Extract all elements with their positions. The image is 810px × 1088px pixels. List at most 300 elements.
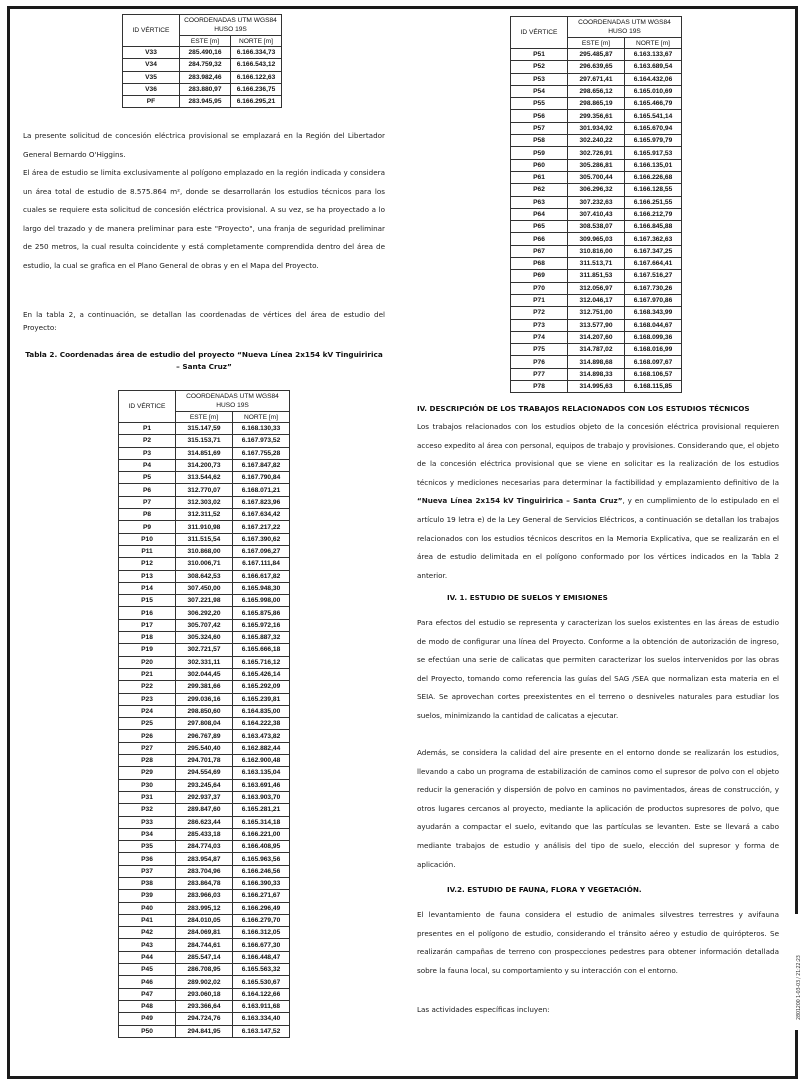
header-norte: NORTE [m]: [231, 36, 282, 47]
table-caption: Tabla 2. Coordenadas área de estudio del proyecto “Nueva Línea 2x154 kV Tinguiririca – Santa Cruz”: [25, 350, 383, 371]
vertex-id-cell: P46: [119, 976, 176, 988]
table-row: [119, 521, 290, 533]
este-cell: 314.995,63: [568, 381, 625, 393]
norte-cell: 6.166.226,68: [625, 171, 682, 183]
vertex-id-cell: P24: [119, 705, 176, 717]
table-row: [119, 459, 290, 471]
este-cell: 307.450,00: [176, 582, 233, 594]
section-iv-text-a: Los trabajos relacionados con los estudios objeto de la concesión eléctrica provisional requieren acceso expedito al área con personal, equipos de trabajo y provisiones. Considerando que, el objeto de la concesión eléctrica provisional que se viene en solicitar es la realización de los estudios técnicos y mediciones necesarias para determinar la factibilidad y emplazamiento definitivo de la: [417, 422, 779, 487]
este-cell: 314.200,73: [176, 459, 233, 471]
este-cell: 310.868,00: [176, 545, 233, 557]
table-row: [123, 83, 282, 95]
vertex-id-cell: P30: [119, 779, 176, 791]
este-cell: 315.153,71: [176, 435, 233, 447]
section-iv1-paragraph-soils: Para efectos del estudio se representa y caracterizan los suelos existentes en las áreas de estudio de modo de configurar una línea del Proyecto. Conforme a la obtención de autorización de ingreso, se efectúan una serie de calicatas que permiten caracterizar los suelos intervenidos por las obras del Proyecto, tomando como referencia las guías del SAG /SEA que normalizan esta materia en el SEIA. Se aprovechan cortes preexistentes en el terreno o desniveles naturales para estudiar los suelos, minimizando la cantidad de calicatas a ejecutar.: [417, 618, 779, 720]
vertex-id-cell: P41: [119, 914, 176, 926]
table-row: [119, 742, 290, 754]
vertex-id-cell: P47: [119, 988, 176, 1000]
vertex-id-cell: P44: [119, 951, 176, 963]
vertex-id-cell: P14: [119, 582, 176, 594]
vertex-id-cell: P31: [119, 791, 176, 803]
vertex-id-cell: P26: [119, 730, 176, 742]
table-row: [119, 435, 290, 447]
table-row: [511, 110, 682, 122]
vertex-id-cell: P60: [511, 159, 568, 171]
vertex-id-cell: P78: [511, 381, 568, 393]
vertex-id-cell: P55: [511, 98, 568, 110]
section-iv1-paragraph-air: Además, se considera la calidad del aire presente en el entorno donde se realizarán los estudios, llevando a cabo un programa de estabilización de caminos como el supresor de polvo con el objeto reducir la generación y dispersión de polvo en caminos no pavimentados, áreas de construcción, y otros lugares cercanos al proyecto, mediante la aplicación de productos supresores de polvo, que ayudarán a compactar el suelo, evitando que las partículas se levanten. Este se llevará a cabo mediante trabajos de estudio y análisis del tipo de suelo, elección del supresor y forma de aplicación.: [417, 748, 779, 869]
vertex-id-cell: P23: [119, 693, 176, 705]
este-cell: 302.044,45: [176, 668, 233, 680]
norte-cell: 6.167.516,27: [625, 270, 682, 282]
este-cell: 312.770,07: [176, 484, 233, 496]
table-row: [511, 344, 682, 356]
table-row: [119, 693, 290, 705]
vertex-id-cell: P72: [511, 307, 568, 319]
header-coordinates-group: COORDENADAS UTM WGS84 HUSO 19S: [568, 17, 682, 38]
table-row: [511, 331, 682, 343]
norte-cell: 6.166.334,73: [231, 47, 282, 59]
norte-cell: 6.167.823,96: [233, 496, 290, 508]
table-row: [511, 49, 682, 61]
table-row: [119, 558, 290, 570]
este-cell: 284.744,61: [176, 939, 233, 951]
table-row: [119, 902, 290, 914]
table-row: [119, 582, 290, 594]
coordinates-table-p51-p78: [510, 16, 682, 393]
este-cell: 296.639,65: [568, 61, 625, 73]
vertex-id-cell: P19: [119, 644, 176, 656]
vertex-id-cell: P62: [511, 184, 568, 196]
vertex-id-cell: P43: [119, 939, 176, 951]
norte-cell: 6.164.835,00: [233, 705, 290, 717]
este-cell: 284.774,03: [176, 841, 233, 853]
vertex-id-cell: V35: [123, 71, 180, 83]
norte-cell: 6.165.948,30: [233, 582, 290, 594]
norte-cell: 6.166.295,21: [231, 96, 282, 108]
table-row: [119, 841, 290, 853]
header-coordinates-group: COORDENADAS UTM WGS84 HUSO 19S: [180, 15, 282, 36]
vertex-id-cell: P49: [119, 1013, 176, 1025]
header-id-vertice: ID VÉRTICE: [119, 391, 176, 423]
paragraph-region: La presente solicitud de concesión eléctrica provisional se emplazará en la Región del Libertador General Bernardo O'Higgins.: [23, 131, 385, 159]
paragraph-table-intro: En la tabla 2, a continuación, se detallan las coordenadas de vértices del área de estudio del Proyecto:: [23, 310, 385, 332]
este-cell: 311.513,71: [568, 258, 625, 270]
este-cell: 285.490,16: [180, 47, 231, 59]
table-row: [119, 484, 290, 496]
este-cell: 307.221,98: [176, 595, 233, 607]
table-row: [511, 307, 682, 319]
table-row: [511, 221, 682, 233]
este-cell: 297.808,04: [176, 718, 233, 730]
norte-cell: 6.166.279,70: [233, 914, 290, 926]
table-row: [119, 607, 290, 619]
norte-cell: 6.167.111,84: [233, 558, 290, 570]
table-row: [119, 976, 290, 988]
norte-cell: 6.166.408,95: [233, 841, 290, 853]
este-cell: 307.232,63: [568, 196, 625, 208]
este-cell: 284.759,32: [180, 59, 231, 71]
norte-cell: 6.166.246,56: [233, 865, 290, 877]
vertex-id-cell: P25: [119, 718, 176, 730]
table-row: [119, 423, 290, 435]
header-norte: NORTE [m]: [625, 38, 682, 49]
este-cell: 283.704,96: [176, 865, 233, 877]
vertex-id-cell: P42: [119, 927, 176, 939]
este-cell: 310.816,00: [568, 245, 625, 257]
este-cell: 313.544,62: [176, 472, 233, 484]
section-iv2-activities-intro: Las actividades específicas incluyen:: [417, 1005, 550, 1014]
table-row: [119, 545, 290, 557]
table-row: [123, 71, 282, 83]
norte-cell: 6.166.845,88: [625, 221, 682, 233]
vertex-id-cell: P58: [511, 135, 568, 147]
table-row: [511, 98, 682, 110]
norte-cell: 6.165.314,18: [233, 816, 290, 828]
norte-cell: 6.166.221,00: [233, 828, 290, 840]
norte-cell: 6.168.097,67: [625, 356, 682, 368]
vertex-id-cell: P12: [119, 558, 176, 570]
table-row: [511, 368, 682, 380]
norte-cell: 6.165.917,53: [625, 147, 682, 159]
table-row: [511, 282, 682, 294]
vertex-id-cell: P65: [511, 221, 568, 233]
norte-cell: 6.167.634,42: [233, 509, 290, 521]
table-row: [511, 381, 682, 393]
table-row: [511, 245, 682, 257]
table-row: [119, 791, 290, 803]
table-row: [119, 705, 290, 717]
section-iv2-paragraph-fauna: El levantamiento de fauna considera el estudio de animales silvestres terrestres y avifauna presentes en el polígono de estudio, considerando el tránsito aéreo y estudio de quirópteros. Se realizarán campañas de terreno con prospecciones pedestres para obtener información detallada sobre la fauna local, su comportamiento y su interacción con el entorno.: [417, 910, 779, 975]
norte-cell: 6.165.998,00: [233, 595, 290, 607]
table-row: [511, 258, 682, 270]
vertex-id-cell: P9: [119, 521, 176, 533]
table-row: [119, 804, 290, 816]
norte-cell: 6.168.044,67: [625, 319, 682, 331]
este-cell: 286.708,95: [176, 964, 233, 976]
norte-cell: 6.168.343,99: [625, 307, 682, 319]
vertex-id-cell: P3: [119, 447, 176, 459]
table-row: [119, 939, 290, 951]
table-row: [119, 595, 290, 607]
este-cell: 294.841,95: [176, 1025, 233, 1037]
este-cell: 299.356,61: [568, 110, 625, 122]
section-iv1-title: IV. 1. ESTUDIO DE SUELOS Y EMISIONES: [447, 593, 608, 602]
table-row: [119, 681, 290, 693]
norte-cell: 6.165.670,94: [625, 122, 682, 134]
side-stamp: 2801200 1-03-03 / 21:22:23: [796, 955, 802, 1020]
este-cell: 314.207,60: [568, 331, 625, 343]
norte-cell: 6.165.541,14: [625, 110, 682, 122]
este-cell: 306.296,32: [568, 184, 625, 196]
este-cell: 314.898,68: [568, 356, 625, 368]
section-iv-text-b: , y en cumplimiento de lo estipulado en el artículo 19 letra e) de la Ley General de Servicios Eléctricos, a continuación se detallan los trabajos relacionados con los estudios técnicos descritos en la Memoria Explicativa, que se realizarán en el área de estudio delimitada en el polígono conformado por los vértices indicados en la Tabla 2 anterior.: [417, 496, 779, 580]
este-cell: 312.046,17: [568, 294, 625, 306]
vertex-id-cell: P52: [511, 61, 568, 73]
table-row: [511, 319, 682, 331]
norte-cell: 6.163.133,67: [625, 49, 682, 61]
norte-cell: 6.162.900,48: [233, 755, 290, 767]
vertex-id-cell: P15: [119, 595, 176, 607]
table-row: [119, 447, 290, 459]
norte-cell: 6.165.530,67: [233, 976, 290, 988]
norte-cell: 6.165.963,56: [233, 853, 290, 865]
norte-cell: 6.167.217,22: [233, 521, 290, 533]
vertex-id-cell: P10: [119, 533, 176, 545]
norte-cell: 6.165.716,12: [233, 656, 290, 668]
table-row: [119, 755, 290, 767]
table-row: [119, 877, 290, 889]
este-cell: 302.331,11: [176, 656, 233, 668]
este-cell: 284.010,05: [176, 914, 233, 926]
table-row: [511, 270, 682, 282]
norte-cell: 6.165.010,69: [625, 85, 682, 97]
table-row: [119, 988, 290, 1000]
este-cell: 309.965,03: [568, 233, 625, 245]
vertex-id-cell: P40: [119, 902, 176, 914]
table-row: [119, 619, 290, 631]
este-cell: 283.995,12: [176, 902, 233, 914]
header-este: ESTE [m]: [176, 412, 233, 423]
table-row: [119, 767, 290, 779]
table-row: [119, 779, 290, 791]
este-cell: 301.934,92: [568, 122, 625, 134]
norte-cell: 6.166.677,30: [233, 939, 290, 951]
table-row: [119, 951, 290, 963]
table-row: [119, 828, 290, 840]
este-cell: 313.577,90: [568, 319, 625, 331]
vertex-id-cell: P35: [119, 841, 176, 853]
norte-cell: 6.167.347,25: [625, 245, 682, 257]
table-row: [119, 570, 290, 582]
table-row: [511, 233, 682, 245]
table-row: [119, 644, 290, 656]
norte-cell: 6.167.847,82: [233, 459, 290, 471]
este-cell: 293.060,18: [176, 988, 233, 1000]
vertex-id-cell: P37: [119, 865, 176, 877]
vertex-id-cell: P22: [119, 681, 176, 693]
norte-cell: 6.163.473,82: [233, 730, 290, 742]
norte-cell: 6.168.071,21: [233, 484, 290, 496]
este-cell: 308.642,53: [176, 570, 233, 582]
este-cell: 283.864,78: [176, 877, 233, 889]
vertex-id-cell: P67: [511, 245, 568, 257]
table-row: [511, 171, 682, 183]
vertex-id-cell: PF: [123, 96, 180, 108]
page-border-top: [7, 6, 798, 9]
coordinates-table-p1-p50: [118, 390, 290, 1038]
este-cell: 315.147,59: [176, 423, 233, 435]
table-row: [511, 147, 682, 159]
vertex-id-cell: P34: [119, 828, 176, 840]
este-cell: 298.850,60: [176, 705, 233, 717]
header-id-vertice: ID VÉRTICE: [123, 15, 180, 47]
norte-cell: 6.166.135,01: [625, 159, 682, 171]
table-row: [119, 1013, 290, 1025]
vertex-id-cell: P16: [119, 607, 176, 619]
page-border-bottom: [7, 1076, 798, 1079]
header-id-vertice: ID VÉRTICE: [511, 17, 568, 49]
este-cell: 295.485,87: [568, 49, 625, 61]
table-row: [123, 96, 282, 108]
norte-cell: 6.164.122,66: [233, 988, 290, 1000]
norte-cell: 6.167.096,27: [233, 545, 290, 557]
table-row: [511, 85, 682, 97]
este-cell: 283.945,95: [180, 96, 231, 108]
header-este: ESTE [m]: [568, 38, 625, 49]
este-cell: 298.656,12: [568, 85, 625, 97]
este-cell: 311.851,53: [568, 270, 625, 282]
norte-cell: 6.165.887,32: [233, 632, 290, 644]
este-cell: 285.433,18: [176, 828, 233, 840]
norte-cell: 6.166.617,82: [233, 570, 290, 582]
coordinates-table-continuation: [122, 14, 282, 108]
vertex-id-cell: P18: [119, 632, 176, 644]
section-iv2-title: IV.2. ESTUDIO DE FAUNA, FLORA Y VEGETACIÓN.: [447, 885, 642, 894]
vertex-id-cell: P48: [119, 1000, 176, 1012]
este-cell: 312.751,00: [568, 307, 625, 319]
norte-cell: 6.163.147,52: [233, 1025, 290, 1037]
norte-cell: 6.163.334,40: [233, 1013, 290, 1025]
norte-cell: 6.163.689,54: [625, 61, 682, 73]
norte-cell: 6.166.543,12: [231, 59, 282, 71]
norte-cell: 6.165.426,14: [233, 668, 290, 680]
este-cell: 285.547,14: [176, 951, 233, 963]
vertex-id-cell: P64: [511, 208, 568, 220]
este-cell: 283.954,87: [176, 853, 233, 865]
norte-cell: 6.164.222,38: [233, 718, 290, 730]
norte-cell: 6.167.664,41: [625, 258, 682, 270]
vertex-id-cell: P2: [119, 435, 176, 447]
vertex-id-cell: P73: [511, 319, 568, 331]
table-row: [119, 890, 290, 902]
vertex-id-cell: P4: [119, 459, 176, 471]
norte-cell: 6.163.903,70: [233, 791, 290, 803]
este-cell: 305.707,42: [176, 619, 233, 631]
norte-cell: 6.163.911,68: [233, 1000, 290, 1012]
header-este: ESTE [m]: [180, 36, 231, 47]
vertex-id-cell: P76: [511, 356, 568, 368]
table-row: [119, 914, 290, 926]
section-iv-paragraph: [417, 418, 779, 585]
vertex-id-cell: P50: [119, 1025, 176, 1037]
este-cell: 302.240,22: [568, 135, 625, 147]
este-cell: 310.006,71: [176, 558, 233, 570]
page-border-right: [795, 6, 798, 914]
table-row: [511, 73, 682, 85]
vertex-id-cell: P69: [511, 270, 568, 282]
este-cell: 293.366,64: [176, 1000, 233, 1012]
table-row: [119, 853, 290, 865]
norte-cell: 6.165.466,79: [625, 98, 682, 110]
table-row: [119, 472, 290, 484]
norte-cell: 6.167.790,84: [233, 472, 290, 484]
vertex-id-cell: P45: [119, 964, 176, 976]
norte-cell: 6.166.251,55: [625, 196, 682, 208]
table-row: [123, 59, 282, 71]
norte-cell: 6.165.875,86: [233, 607, 290, 619]
este-cell: 293.245,64: [176, 779, 233, 791]
table-row: [511, 159, 682, 171]
norte-cell: 6.167.970,86: [625, 294, 682, 306]
page-border-left: [7, 6, 10, 1079]
vertex-id-cell: P1: [119, 423, 176, 435]
norte-cell: 6.163.691,46: [233, 779, 290, 791]
este-cell: 312.311,52: [176, 509, 233, 521]
este-cell: 284.069,81: [176, 927, 233, 939]
vertex-id-cell: P33: [119, 816, 176, 828]
este-cell: 314.787,02: [568, 344, 625, 356]
este-cell: 305.286,81: [568, 159, 625, 171]
vertex-id-cell: P54: [511, 85, 568, 97]
vertex-id-cell: P71: [511, 294, 568, 306]
norte-cell: 6.166.271,67: [233, 890, 290, 902]
este-cell: 294.554,69: [176, 767, 233, 779]
norte-cell: 6.166.236,75: [231, 83, 282, 95]
vertex-id-cell: P11: [119, 545, 176, 557]
norte-cell: 6.166.390,33: [233, 877, 290, 889]
este-cell: 286.623,44: [176, 816, 233, 828]
page-border-right-lower: [795, 1030, 798, 1079]
vertex-id-cell: P21: [119, 668, 176, 680]
section-iv-title: IV. DESCRIPCIÓN DE LOS TRABAJOS RELACIONADOS CON LOS ESTUDIOS TÉCNICOS: [417, 404, 750, 413]
este-cell: 297.671,41: [568, 73, 625, 85]
este-cell: 312.303,02: [176, 496, 233, 508]
norte-cell: 6.168.130,33: [233, 423, 290, 435]
este-cell: 294.724,76: [176, 1013, 233, 1025]
table-row: [511, 356, 682, 368]
table-row: [119, 533, 290, 545]
table-row: [511, 196, 682, 208]
table-row: [123, 47, 282, 59]
table-row: [119, 656, 290, 668]
norte-cell: 6.168.099,36: [625, 331, 682, 343]
table-row: [511, 61, 682, 73]
este-cell: 299.381,66: [176, 681, 233, 693]
vertex-id-cell: P56: [511, 110, 568, 122]
este-cell: 302.721,57: [176, 644, 233, 656]
table-row: [119, 1000, 290, 1012]
este-cell: 302.726,91: [568, 147, 625, 159]
vertex-id-cell: P17: [119, 619, 176, 631]
vertex-id-cell: P75: [511, 344, 568, 356]
norte-cell: 6.162.882,44: [233, 742, 290, 754]
este-cell: 289.902,02: [176, 976, 233, 988]
vertex-id-cell: P32: [119, 804, 176, 816]
vertex-id-cell: P51: [511, 49, 568, 61]
norte-cell: 6.166.448,47: [233, 951, 290, 963]
este-cell: 305.324,60: [176, 632, 233, 644]
vertex-id-cell: P5: [119, 472, 176, 484]
vertex-id-cell: P39: [119, 890, 176, 902]
vertex-id-cell: P13: [119, 570, 176, 582]
table-row: [511, 184, 682, 196]
este-cell: 312.056,97: [568, 282, 625, 294]
vertex-id-cell: V36: [123, 83, 180, 95]
table-row: [119, 1025, 290, 1037]
este-cell: 299.036,16: [176, 693, 233, 705]
vertex-id-cell: V33: [123, 47, 180, 59]
vertex-id-cell: P61: [511, 171, 568, 183]
norte-cell: 6.165.979,79: [625, 135, 682, 147]
vertex-id-cell: P59: [511, 147, 568, 159]
table-row: [119, 927, 290, 939]
este-cell: 308.538,07: [568, 221, 625, 233]
vertex-id-cell: P66: [511, 233, 568, 245]
norte-cell: 6.167.755,28: [233, 447, 290, 459]
vertex-id-cell: P7: [119, 496, 176, 508]
este-cell: 296.767,89: [176, 730, 233, 742]
